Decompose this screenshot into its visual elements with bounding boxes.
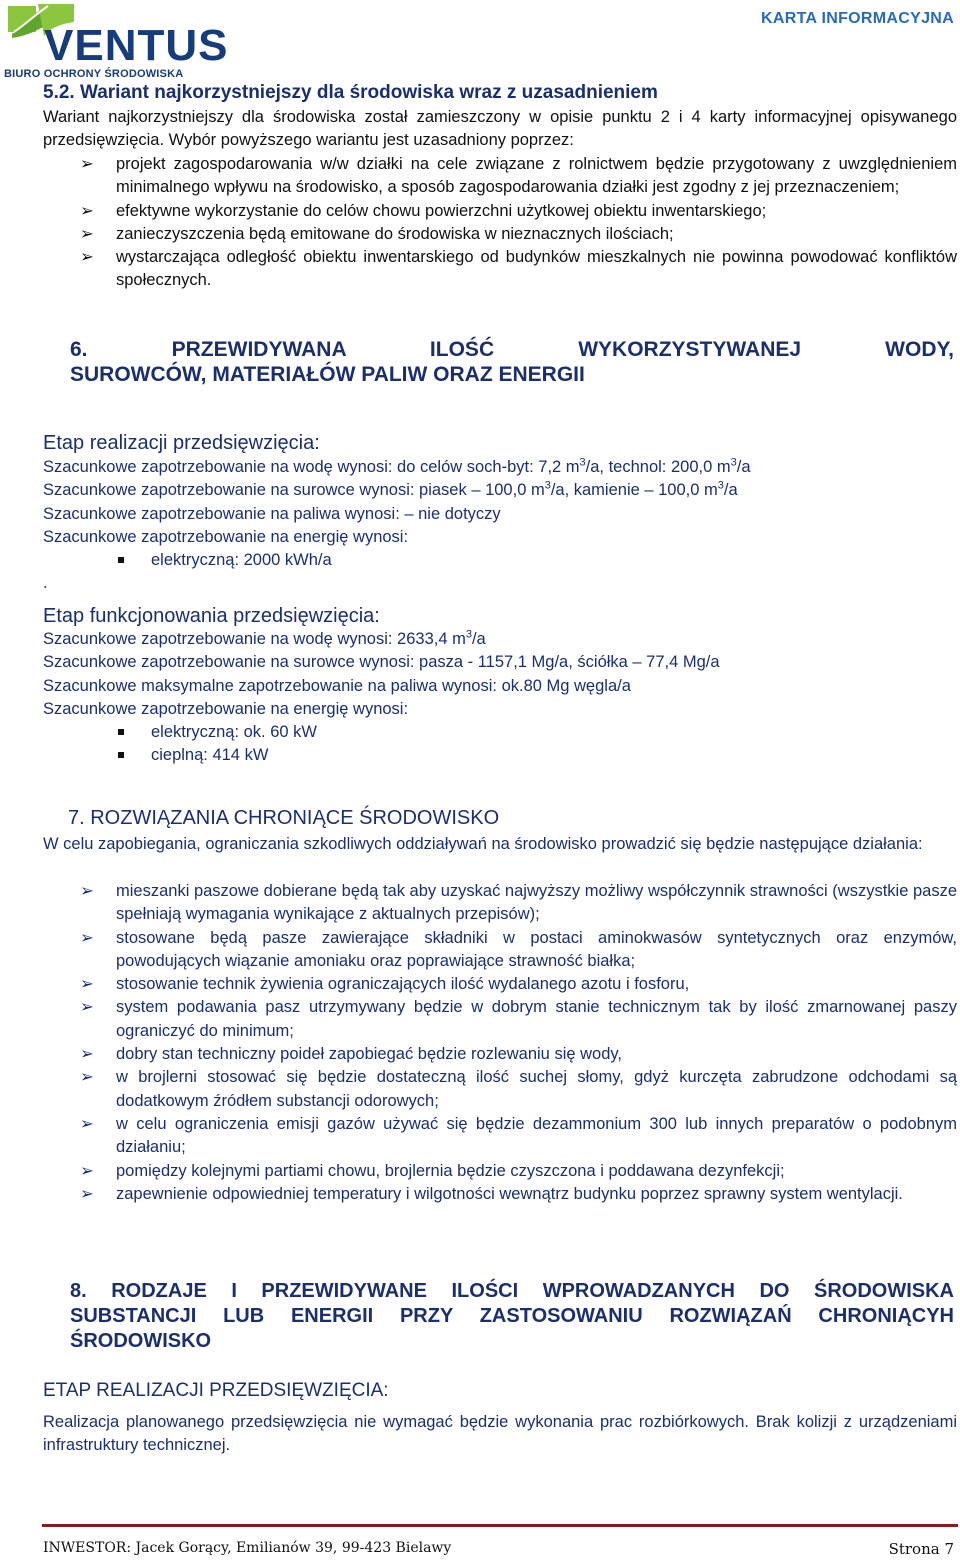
stage2-block [43,628,957,768]
section-7-bullets [43,880,957,1206]
section-5-2-paragraph: Wariant najkorzystniejszy dla środowiska został zamieszczony w opisie punktu 2 i 4 karty informacyjnej opisywanego przedsięwzięcia. Wybór powyższego wariantu jest uzasadniony poprzez: [43,108,957,150]
list-item: ➢ w celu ograniczenia emisji gazów używać się będzie dezammonium 300 lub innych preparatów o podobnym działaniu; [80,1114,957,1157]
arrow-bullet-icon: ➢ [80,928,94,947]
section-8-title-line1: 8. RODZAJE I PRZEWIDYWANE ILOŚCI WPROWADZANYCH DO ŚRODOWISKA [70,1280,954,1302]
arrow-bullet-icon: ➢ [80,1114,94,1133]
list-item: ➢ stosowanie technik żywienia ograniczających ilość wydalanego azotu i fosforu, [43,973,957,996]
section-5-2-title: 5.2. Wariant najkorzystniejszy dla środowiska wraz z uzasadnieniem [43,82,658,103]
arrow-bullet-icon: ➢ [80,882,94,900]
section-8-paragraph: Realizacja planowanego przedsięwzięcia nie wymagać będzie wykonania prac rozbiórkowych. Brak kolizji z urządzeniami infrastruktury technicznej. [43,1413,957,1455]
list-item: elektryczną: ok. 60 kW [43,721,957,744]
stage1-water: Szacunkowe zapotrzebowanie na wodę wynosi: do celów soch-byt: 7,2 $m^3/a$, technol: 200,0 $m^3/a$ [43,456,751,476]
section-8-title-line3: ŚRODOWISKO [70,1330,212,1352]
square-bullet-icon [118,752,124,758]
list-item: elektryczną: 2000 kWh/a [43,549,957,572]
stage2-heading: Etap funkcjonowania przedsięwzięcia: [43,605,380,627]
stage1-heading: Etap realizacji przedsięwzięcia: [43,432,320,454]
section-5-2-bullets [43,153,957,293]
list-item: ➢ pomiędzy kolejnymi partiami chowu, brojlernia będzie czyszczona i poddawana dezynfekcji; [43,1160,957,1183]
stage2-raw: Szacunkowe zapotrzebowanie na surowce wynosi: pasza - 1157,1 Mg/a, ściółka – 77,4 Mg/a [43,653,720,672]
section-6-title-line1: 6. PRZEWIDYWANA ILOŚĆ WYKORZYSTYWANEJ WODY, [70,338,954,361]
stage1-block [43,456,957,596]
list-item: ➢ efektywne wykorzystanie do celów chowu powierzchni użytkowej obiektu inwentarskiego; [43,200,957,223]
stage2-water: Szacunkowe zapotrzebowanie na wodę wynosi: 2633,4 $m^3/a$ [43,628,486,648]
stage1-raw: Szacunkowe zapotrzebowanie na surowce wynosi: piasek – 100,0 $m^3/a$, kamienie – 100,0 $m^3/a$ [43,479,738,500]
stage1-fuel: Szacunkowe zapotrzebowanie na paliwa wynosi: – nie dotyczy [43,504,501,523]
list-item: ➢ w brojlerni stosować się będzie dostateczną ilość suchej słomy, gdyż kurczęta zabrudzone odchodami są dodatkowym źródłem substancji odorowych; [80,1068,957,1110]
arrow-bullet-icon: ➢ [80,248,94,267]
list-item: ➢ wystarczająca odległość obiektu inwentarskiego od budynków mieszkalnych nie powinna powodować konfliktów społecznych. [80,248,957,290]
list-item: ➢ mieszanki paszowe dobierane będą tak aby uzyskać najwyższy możliwy współczynnik strawności (wszystkie pasze spełniają wymagania wynikające z aktualnych przepisów); [80,882,957,924]
arrow-bullet-icon: ➢ [80,155,94,173]
stage2-energy: Szacunkowe zapotrzebowanie na energię wynosi: [43,699,409,718]
arrow-bullet-icon: ➢ [80,224,94,243]
section-7-intro: W celu zapobiegania, ograniczania szkodliwych oddziaływań na środowisko prowadzić się będzie następujące działania: [43,835,923,853]
arrow-bullet-icon: ➢ [80,1161,94,1180]
arrow-bullet-icon: ➢ [80,201,94,220]
arrow-bullet-icon: ➢ [80,1045,94,1064]
document-label: KARTA INFORMACYJNA [761,10,954,27]
footer-investor: INWESTOR: Jacek Gorący, Emilianów 39, 99-423 Bielawy [43,1540,452,1556]
logo-wordmark: VENTUS [44,21,229,70]
stray-dot: . [43,574,48,593]
ventus-logo [4,2,236,82]
footer-page-number: Strona 7 [888,1540,954,1558]
list-item: ➢ stosowane będą pasze zawierające składniki w postaci aminokwasów syntetycznych oraz enzymów, powodujących wiązanie amoniaku oraz poprawiające strawność białka; [80,928,957,970]
arrow-bullet-icon: ➢ [80,998,94,1017]
footer-divider [42,1524,958,1527]
stage2-fuel: Szacunkowe maksymalne zapotrzebowanie na paliwa wynosi: ok.80 Mg węgla/a [43,676,631,695]
logo-subtitle: BIURO OCHRONY ŚRODOWISKA [4,68,184,80]
list-item: ➢ zapewnienie odpowiedniej temperatury i wilgotności wewnątrz budynku poprzez sprawny system wentylacji. [43,1183,957,1206]
arrow-bullet-icon: ➢ [80,1184,94,1203]
section-7-title: 7. ROZWIĄZANIA CHRONIĄCE ŚRODOWISKO [68,807,500,829]
list-item: ➢ system podawania pasz utrzymywany będzie w dobrym stanie technicznym tak by ilość zmarnowanej paszy ograniczyć do minimum; [80,998,957,1040]
section-8-stage-heading: ETAP REALIZACJI PRZEDSIĘWZIĘCIA: [43,1380,389,1401]
list-item: ➢ dobry stan techniczny poideł zapobiegać będzie rozlewaniu się wody, [43,1043,957,1066]
list-item: cieplną: 414 kW [43,744,957,767]
square-bullet-icon [118,557,124,563]
section-6-title-line2: SUROWCÓW, MATERIAŁÓW PALIW ORAZ ENERGII [70,363,585,386]
square-bullet-icon [118,729,124,735]
arrow-bullet-icon: ➢ [80,1068,94,1087]
list-item: ➢ zanieczyszczenia będą emitowane do środowiska w nieznacznych ilościach; [43,223,957,246]
section-8-title-line2: SUBSTANCJI LUB ENERGII PRZY ZASTOSOWANIU ROZWIĄZAŃ CHRONIĄCYH [70,1305,954,1327]
list-item: ➢ projekt zagospodarowania w/w działki na cele związane z rolnictwem będzie przygotowany z uwzględnieniem minimalnego wpływu na środowisko, a sposób zagospodarowania działki jest zgodny z jej przeznaczeniem; [80,155,957,197]
stage1-energy: Szacunkowe zapotrzebowanie na energię wynosi: [43,527,409,546]
arrow-bullet-icon: ➢ [80,975,94,994]
